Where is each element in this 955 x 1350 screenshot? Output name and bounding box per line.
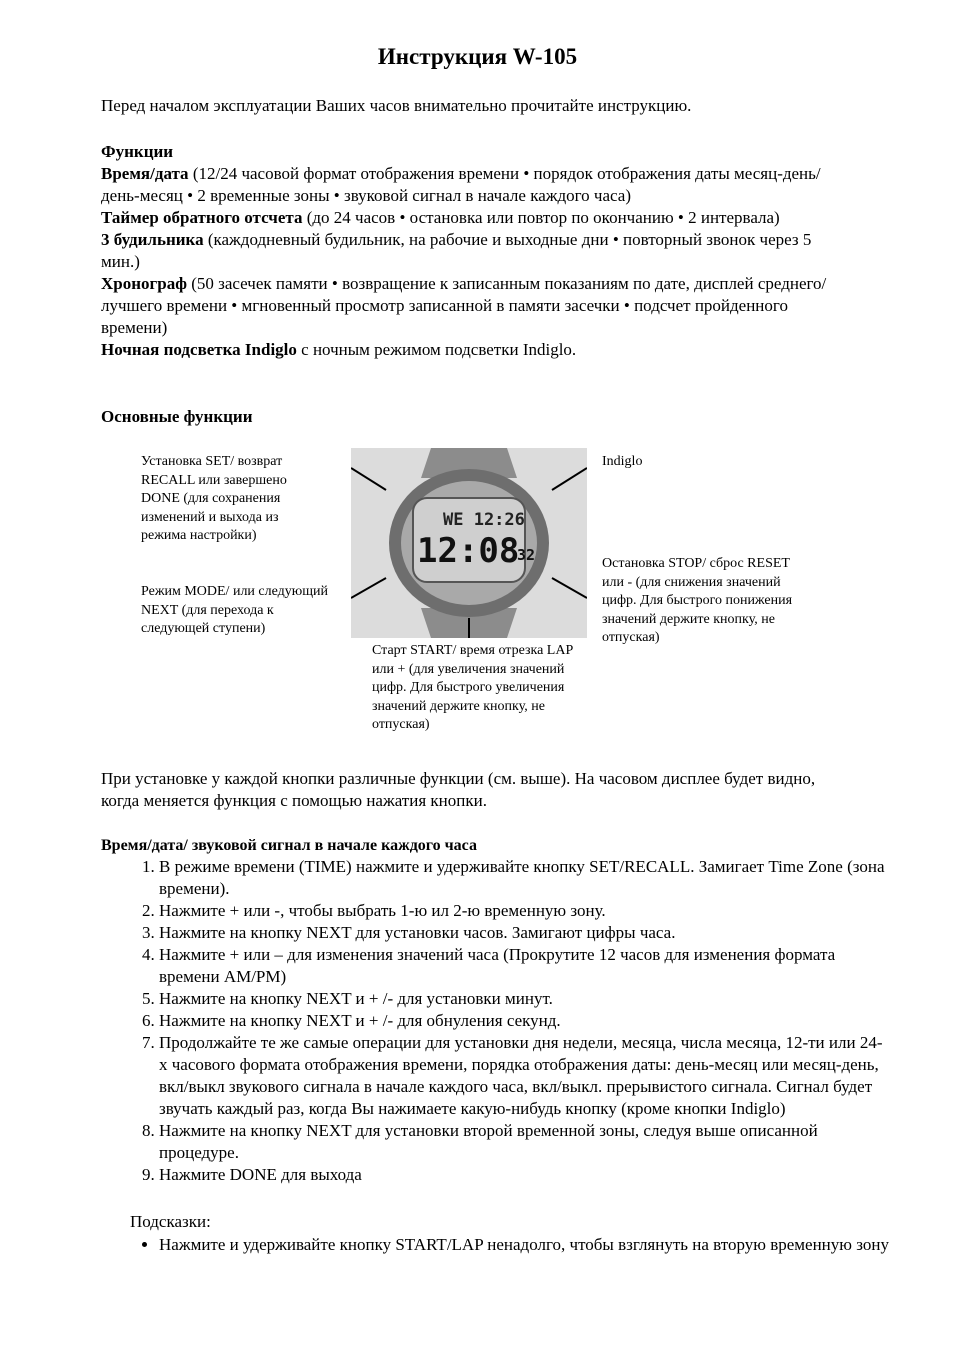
page-title: Инструкция W-105: [377, 44, 578, 69]
intro-text: Перед началом эксплуатации Ваших часов внимательно прочитайте инструкцию.: [101, 96, 692, 115]
display-top-line: WE 12:26: [443, 510, 525, 530]
step-item: 8. Нажмите на кнопку NEXT для установки второй временной зоны, следуя выше описанной процедуре.: [159, 1120, 889, 1164]
function-item: [101, 274, 826, 337]
step-item: 6. Нажмите на кнопку NEXT и + /- для обнуления секунд.: [159, 1010, 889, 1032]
display-seconds: 32: [517, 546, 536, 564]
tips-list: [101, 1234, 889, 1256]
function-desc: с ночным режимом подсветки Indiglo.: [296, 340, 577, 359]
step-item: 2. Нажмите + или -, чтобы выбрать 1-ю ил 2-ю временную зону.: [159, 900, 889, 922]
step-item: 1. В режиме времени (TIME) нажмите и удерживайте кнопку SET/RECALL. Замигает Time Zone (зона времени).: [159, 856, 889, 900]
function-item: [101, 230, 811, 271]
step-item: 4. Нажмите + или – для изменения значений часа (Прокрутите 12 часов для изменения формата времени AM/PM): [159, 944, 889, 988]
tip-item: • Нажмите и удерживайте кнопку START/LAP ненадолго, чтобы взглянуть на вторую временную зону: [159, 1234, 889, 1256]
function-name: Таймер обратного отсчета: [101, 208, 303, 227]
function-item: [101, 164, 821, 205]
set-button-label: Установка SET/ возврат RECALL или завершено DONE (для сохранения изменений и выхода из режима настройки): [141, 454, 287, 543]
function-name: Время/дата: [101, 164, 189, 183]
function-desc: (каждодневный будильник, на рабочие и выходные дни • повторный звонок через 5 мин.): [101, 230, 812, 271]
function-desc: (до 24 часов • остановка или повтор по окончанию • 2 интервала): [302, 208, 780, 227]
display-main-time: 12:08: [417, 531, 520, 571]
function-item: [101, 208, 780, 227]
function-name: Ночная подсветка Indiglo: [101, 340, 297, 359]
function-item: [101, 340, 576, 359]
step-item: 7. Продолжайте те же самые операции для установки дня недели, месяца, числа месяца, 12-ти или 24-х часового формата отображения времени, порядка отображения даты: день-месяц или месяц-день, вкл/выкл звукового сигнала в начале каждого часа, вкл/выкл. прерывистого сигнала. Сигнал будет звучать каждый раз, когда Вы нажимаете какую-нибудь кнопку (кроме кнопки Indiglo): [159, 1032, 889, 1120]
mode-button-label: Режим MODE/ или следующий NEXT (для перехода к следующей ступени): [141, 584, 328, 636]
start-button-label: Старт START/ время отрезка LAP или + (для увеличения значений цифр. Для быстрого увеличения значений держите кнопку, не отпуская): [372, 643, 573, 732]
function-desc: (50 засечек памяти • возвращение к записанным показаниям по дате, дисплей среднего/лучшего времени • мгновенный просмотр записанной в памяти засечки • подсчет пройденного времени): [101, 274, 827, 337]
timedate-heading: Время/дата/ звуковой сигнал в начале каждого часа: [101, 837, 477, 854]
function-desc: (12/24 часовой формат отображения времени • порядок отображения даты месяц-день/день-месяц • 2 временные зоны • звуковой сигнал в начале каждого часа): [101, 164, 821, 205]
step-item: 5. Нажмите на кнопку NEXT и + /- для установки минут.: [159, 988, 889, 1010]
function-name: 3 будильника: [101, 230, 204, 249]
functions-heading: Функции: [101, 142, 174, 161]
basic-functions-heading: Основные функции: [101, 407, 253, 426]
step-item: 9. Нажмите DONE для выхода: [159, 1164, 889, 1186]
buttons-note: При установке у каждой кнопки различные функции (см. выше). На часовом дисплее будет видно, когда меняется функция с помощью нажатия кнопки.: [101, 769, 816, 810]
indiglo-button-label: Indiglo: [602, 454, 643, 469]
tips-label: Подсказки:: [130, 1212, 211, 1231]
watch-illustration: [351, 448, 587, 638]
stop-button-label: Остановка STOP/ сброс RESET или - (для снижения значений цифр. Для быстрого понижения значений держите кнопку, не отпуская): [602, 556, 793, 645]
timedate-steps: [101, 856, 889, 1186]
function-name: Хронограф: [101, 274, 187, 293]
step-item: 3. Нажмите на кнопку NEXT для установки часов. Замигают цифры часа.: [159, 922, 889, 944]
functions-list: [101, 163, 831, 361]
